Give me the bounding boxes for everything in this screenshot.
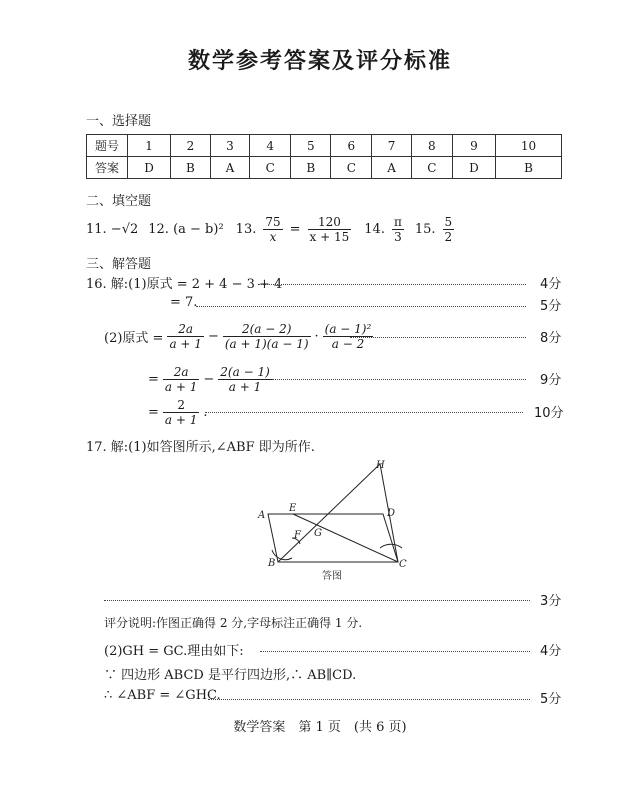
dotted-leader: [196, 306, 526, 307]
parallelogram-abcd: [268, 514, 398, 562]
table-cell-number: 2: [171, 135, 211, 157]
period: .: [203, 404, 208, 420]
dot-sign: ·: [314, 328, 319, 344]
answer-13-fraction-2: $\frac{120}{x + 15}$: [309, 214, 350, 244]
section-heading-solution: 三、解答题: [86, 257, 152, 272]
answer-15-fraction: $\frac{5}{2}$: [444, 214, 453, 244]
table-cell-answer: B: [171, 157, 211, 179]
label-b: B: [268, 558, 276, 569]
minus-sign: −: [203, 371, 215, 387]
table-cell-number: 4: [250, 135, 291, 157]
q16-line-1: 16. 解:(1)原式 = 2 + 4 − 3 + 4: [86, 277, 283, 292]
label-a: A: [258, 510, 266, 521]
dotted-leader: [205, 412, 523, 413]
score-4: 4分: [540, 277, 562, 292]
answer-11: 11. −√2: [86, 221, 139, 237]
dotted-leader: [260, 651, 530, 652]
table-answer-label: 答案: [87, 157, 128, 179]
label-h: H: [376, 460, 385, 471]
dotted-leader: [350, 337, 526, 338]
fraction: $\frac{2}{a + 1}$: [164, 397, 198, 427]
table-cell-answer: B: [495, 157, 561, 179]
section-heading-fill: 二、填空题: [86, 194, 152, 209]
table-row-numbers: [87, 135, 562, 157]
geometry-figure: [250, 452, 420, 592]
table-cell-number: 1: [128, 135, 171, 157]
answer-13-equals: =: [289, 221, 301, 237]
table-cell-number: 7: [372, 135, 411, 157]
q16-part2-line-3: [148, 395, 208, 429]
score-10: 10分: [534, 406, 564, 421]
q17-line-4: ∴ ∠ABF = ∠GHC.: [104, 688, 221, 703]
table-cell-number: 3: [210, 135, 249, 157]
score-5b: 5分: [540, 692, 562, 707]
score-9: 9分: [540, 373, 562, 388]
score-5: 5分: [540, 299, 562, 314]
q16-part2-label: (2)原式 =: [104, 330, 164, 346]
q17-line-1: 17. 解:(1)如答图所示,∠ABF 即为所作.: [86, 440, 315, 455]
score-3: 3分: [540, 594, 562, 609]
table-header-label: 题号: [87, 135, 128, 157]
fraction: $\frac{2a}{a + 1}$: [164, 364, 198, 394]
table-cell-answer: A: [210, 157, 249, 179]
dotted-leader: [258, 284, 526, 285]
q17-line-3: ∵ 四边形 ABCD 是平行四边形,∴ AB∥CD.: [104, 668, 357, 683]
table-cell-answer: C: [250, 157, 291, 179]
q16-part2-line-2: [148, 362, 273, 396]
fraction: $\frac{2a}{a + 1}$: [169, 321, 202, 351]
table-cell-answer: C: [331, 157, 372, 179]
answer-13-label: 13.: [235, 221, 257, 237]
q16-part2-line-1: [104, 319, 374, 353]
dotted-leader: [272, 379, 526, 380]
table-cell-answer: D: [128, 157, 171, 179]
table-cell-answer: D: [452, 157, 495, 179]
figure-caption: 答图: [322, 571, 342, 582]
label-d: D: [387, 508, 396, 519]
q16-line-2: = 7.: [170, 295, 198, 310]
table-cell-number: 8: [411, 135, 452, 157]
equals-sign: =: [148, 371, 159, 387]
q17-line-2: (2)GH = GC.理由如下:: [104, 644, 244, 659]
minus-sign: −: [207, 328, 219, 344]
equals-sign: =: [148, 404, 159, 420]
table-cell-answer: B: [291, 157, 331, 179]
score-8: 8分: [540, 331, 562, 346]
score-4b: 4分: [540, 644, 562, 659]
table-row-answers: [87, 157, 562, 179]
table-cell-answer: C: [411, 157, 452, 179]
arc-c: [380, 544, 402, 548]
answer-14-fraction: $\frac{\pi}{3}$: [393, 214, 402, 244]
table-cell-number: 5: [291, 135, 331, 157]
fraction: $\frac{2(a - 2)}{(a + 1)(a - 1)}$: [224, 321, 309, 351]
fraction: $\frac{\text{(a − 1)²}}{a - 2}$: [324, 321, 372, 351]
label-g: G: [314, 528, 322, 539]
answer-12: 12. (a − b)²: [148, 221, 224, 237]
table-cell-number: 6: [331, 135, 372, 157]
answer-14-label: 14.: [364, 221, 385, 237]
fraction: $\frac{2(a - 1)}{a + 1}$: [220, 364, 270, 394]
answer-table: [86, 134, 562, 179]
fill-answers-line: [86, 212, 455, 246]
label-c: C: [399, 559, 407, 570]
scoring-note: 评分说明:作图正确得 2 分,字母标注正确得 1 分.: [104, 616, 363, 630]
segment-ec: [293, 514, 398, 562]
section-heading-choice: 一、选择题: [86, 114, 152, 129]
table-cell-number: 10: [495, 135, 561, 157]
dotted-leader: [208, 699, 530, 700]
answer-13-fraction-1: $\frac{75}{x}$: [265, 214, 281, 244]
table-cell-number: 9: [452, 135, 495, 157]
label-e: E: [289, 503, 297, 514]
dotted-leader: [104, 600, 530, 601]
page-footer: 数学答案 第 1 页 (共 6 页): [233, 720, 407, 735]
answer-15-label: 15.: [414, 221, 436, 237]
table-cell-answer: A: [372, 157, 411, 179]
label-f: F: [294, 530, 301, 541]
page-title: 数学参考答案及评分标准: [187, 49, 452, 74]
